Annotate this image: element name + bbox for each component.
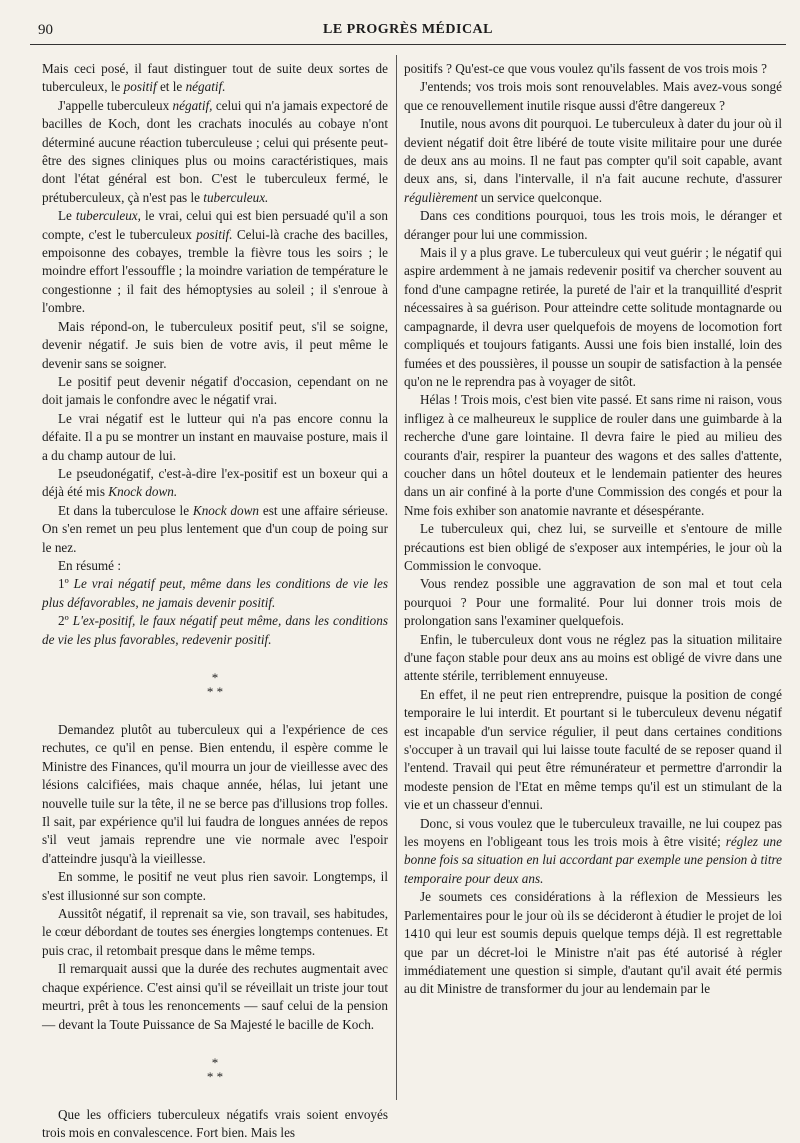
page-number: 90 [38, 22, 53, 38]
paragraph: 2º L'ex-positif, le faux négatif peut même, dans les conditions de vie les plus favorables, redevenir positif. [42, 613, 388, 647]
paragraph: Le tuberculeux qui, chez lui, se surveille et s'entoure de mille précautions est bien obligé de s'exposer aux intempéries, le jour où la Commission le convoque. [404, 521, 782, 573]
paragraph: positifs ? Qu'est-ce que vous voulez qu'ils fassent de vos trois mois ? [404, 61, 767, 76]
paragraph: Il remarquait aussi que la durée des rechutes augmentait avec chaque expérience. C'est ainsi qu'il se réveillait un triste jour tout meurtri, prêt à tous les renoncements — sauf celui de la pension — devant la Toute Puissance de Sa Majesté le bacille de Koch. [42, 961, 388, 1032]
paragraph: Que les officiers tuberculeux négatifs vrais soient envoyés trois mois en convalescence. Fort bien. Mais les [42, 1106, 388, 1141]
section-break-asterism: * * * [206, 1054, 224, 1084]
paragraph: Hélas ! Trois mois, c'est bien vite passé. Et sans rime ni raison, vous infligez à ce malheureux le supplice de rouler dans une guimbarde à la recherche d'une gare lointaine. Il devra faire le pied au milieu des courants d'air, respirer la puanteur des wagons et des salles d'attente, coucher dans un hôtel douteux et le lendemain patienter des heures dans un air confiné à la porte d'une Commission des congés et pour la Nme fois exhiber son anatomie navrante et désespérante. [404, 392, 782, 518]
paragraph: 1º Le vrai négatif peut, même dans les conditions de vie les plus défavorables, ne jamais devenir positif. [42, 576, 388, 610]
header-rule [30, 44, 786, 45]
paragraph: En effet, il ne peut rien entreprendre, puisque la position de congé temporaire le lui interdit. Et pourtant si le tuberculeux devenu négatif est incapable d'un service régulier, il peut dans certaines conditions s'occuper à un travail qui lui laisse toute faculté de se reposer quand il l'entend. Travail qui peut être rémunérateur et permettre d'arrondir la modeste pension de l'Etat en même temps qu'il est un stimulant de la vie et un chasseur d'ennui. [404, 686, 782, 813]
paragraph: Mais répond-on, le tuberculeux positif peut, s'il se soigne, devenir négatif. Je suis bien de votre avis, il peut même le devenir sans se soigner. [42, 318, 388, 371]
paragraph: Aussitôt négatif, il reprenait sa vie, son travail, ses habitudes, le cœur débordant de toutes ses énergies longtemps contenues. Et puis crac, il retombait presque dans le même temps. [42, 906, 388, 958]
paragraph: Le tuberculeux, le vrai, celui qui est bien persuadé qu'il a son compte, c'est le tuberculeux positif. Celui-là crache des bacilles, empoisonne des cobayes, tremble la fièvre tous les soirs ; le moindre effort l'essouffle ; la moindre variation de température le congestionne ; il fait des hémoptysies au soleil ; il s'enroue à l'ombre. [42, 208, 388, 316]
paragraph: Et dans la tuberculose le Knock down est une affaire sérieuse. On s'en remet un peu plus lentement que d'un coup de poing sur le nez. [42, 502, 388, 555]
paragraph: Demandez plutôt au tuberculeux qui a l'expérience de ces rechutes, ce qu'il en pense. Bien entendu, il espère comme le Ministre des Finances, qu'il mourra un jour de vieillesse avec des lésions calcifiées, mais chaque année, hélas, lui jetant une nouvelle tuile sur la tête, il ne se berce pas d'illusions trop folles. Il sait, par expérience qu'il lui faudra de longues années de repos s'il veut jamais reprendre une vie normale avec l'espoir d'atteindre jusqu'à la vieillesse. [42, 722, 388, 866]
paragraph: Enfin, le tuberculeux dont vous ne réglez pas la situation militaire d'une façon stable pour deux ans au moins est obligé de vivre dans une attente stérile, terriblement ennuyeuse. [404, 631, 782, 684]
paragraph: En résumé : [58, 557, 121, 573]
running-header [30, 22, 786, 42]
column-divider [396, 55, 397, 1100]
paragraph: Je soumets ces considérations à la réflexion de Messieurs les Parlementaires pour le jour où ils se décideront à étudier le projet de loi 1410 qui leur est soumis depuis quelque temps déjà. Il est regrettable que par un décret-loi le Ministre n'ait pas été autorisé à régler immédiatement une question si simple, d'autant qu'il avait été permis au dit Ministre de transformer du jour au lendemain par le [404, 889, 782, 997]
paragraph: Inutile, nous avons dit pourquoi. Le tuberculeux à dater du jour où il devient négatif doit être libéré de toute visite militaire pour une durée de deux ans au moins. Il ne faut pas compter qu'il soit capable, avant deux ans, si, dans l'intervalle, il n'a fait aucune rechute, d'assurer régulièrement un service quelconque. [404, 116, 782, 205]
paragraph: Le vrai négatif est le lutteur qui n'a pas encore connu la défaite. Il a pu se montrer un instant en mauvaise posture, mais il a du champ autour de lui. [42, 410, 388, 463]
paragraph: Donc, si vous voulez que le tuberculeux travaille, ne lui coupez pas les moyens en l'obligeant tous les trois mois à être visité; réglez une bonne fois sa situation en lui accordant par exemple une pension à titre temporaire pour deux ans. [404, 815, 782, 886]
paragraph: Le positif peut devenir négatif d'occasion, cependant on ne doit jamais le confondre avec le négatif vrai. [42, 373, 388, 408]
paragraph: Dans ces conditions pourquoi, tous les trois mois, le déranger et déranger pour lui une commission. [404, 208, 782, 242]
section-break-asterism: * * * [206, 670, 224, 699]
journal-title: LE PROGRÈS MÉDICAL [322, 22, 494, 37]
paragraph: Mais il y a plus grave. Le tuberculeux qui veut guérir ; le négatif qui aspire ardemment à ne jamais redevenir positif va chercher souvent au fond d'une campagne retirée, la pureté de l'air et la tranquillité d'esprit nécessaires à sa guérison. Pour atteindre cette solitude montagnarde ou campagnarde, il devra user quelquefois de moyens de locomotion fort compliqués et toujours fatigants. Aussi une fois bien installé, loin des fumées et des poussières, il pousse un soupir de satisfaction à la pensée qu'on ne le reprendra pas à voyager de sitôt. [404, 245, 782, 389]
paragraph: Le pseudonégatif, c'est-à-dire l'ex-positif est un boxeur qui a déjà été mis Knock down. [42, 465, 388, 500]
paragraph: En somme, le positif ne veut plus rien savoir. Longtemps, il s'est illusionné sur son compte. [42, 869, 388, 903]
paragraph: Mais ceci posé, il faut distinguer tout de suite deux sortes de tuberculeux, le positif et le négatif. [42, 61, 388, 95]
right-column [404, 60, 782, 999]
paragraph: Vous rendez possible une aggravation de son mal et tout cela pourquoi ? Pour une formalité. Pour lui donner trois mois de prolongation sans l'examiner quelquefois. [404, 576, 782, 629]
paragraph: J'appelle tuberculeux négatif, celui qui n'a jamais expectoré de bacilles de Koch, dont les crachats inoculés au cobaye n'ont déterminé aucune réaction tuberculeuse ; celui qui présente peut-être des signes cliniques plus ou moins caractéristiques, mais dont l'état général est bon. C'est le tuberculeux fermé, le prétuberculeux, çà n'est pas le tuberculeux. [42, 97, 388, 205]
paragraph: J'entends; vos trois mois sont renouvelables. Mais avez-vous songé que ce renouvellement inutile risque aussi d'être dangereux ? [404, 79, 782, 113]
left-column [42, 60, 388, 1143]
